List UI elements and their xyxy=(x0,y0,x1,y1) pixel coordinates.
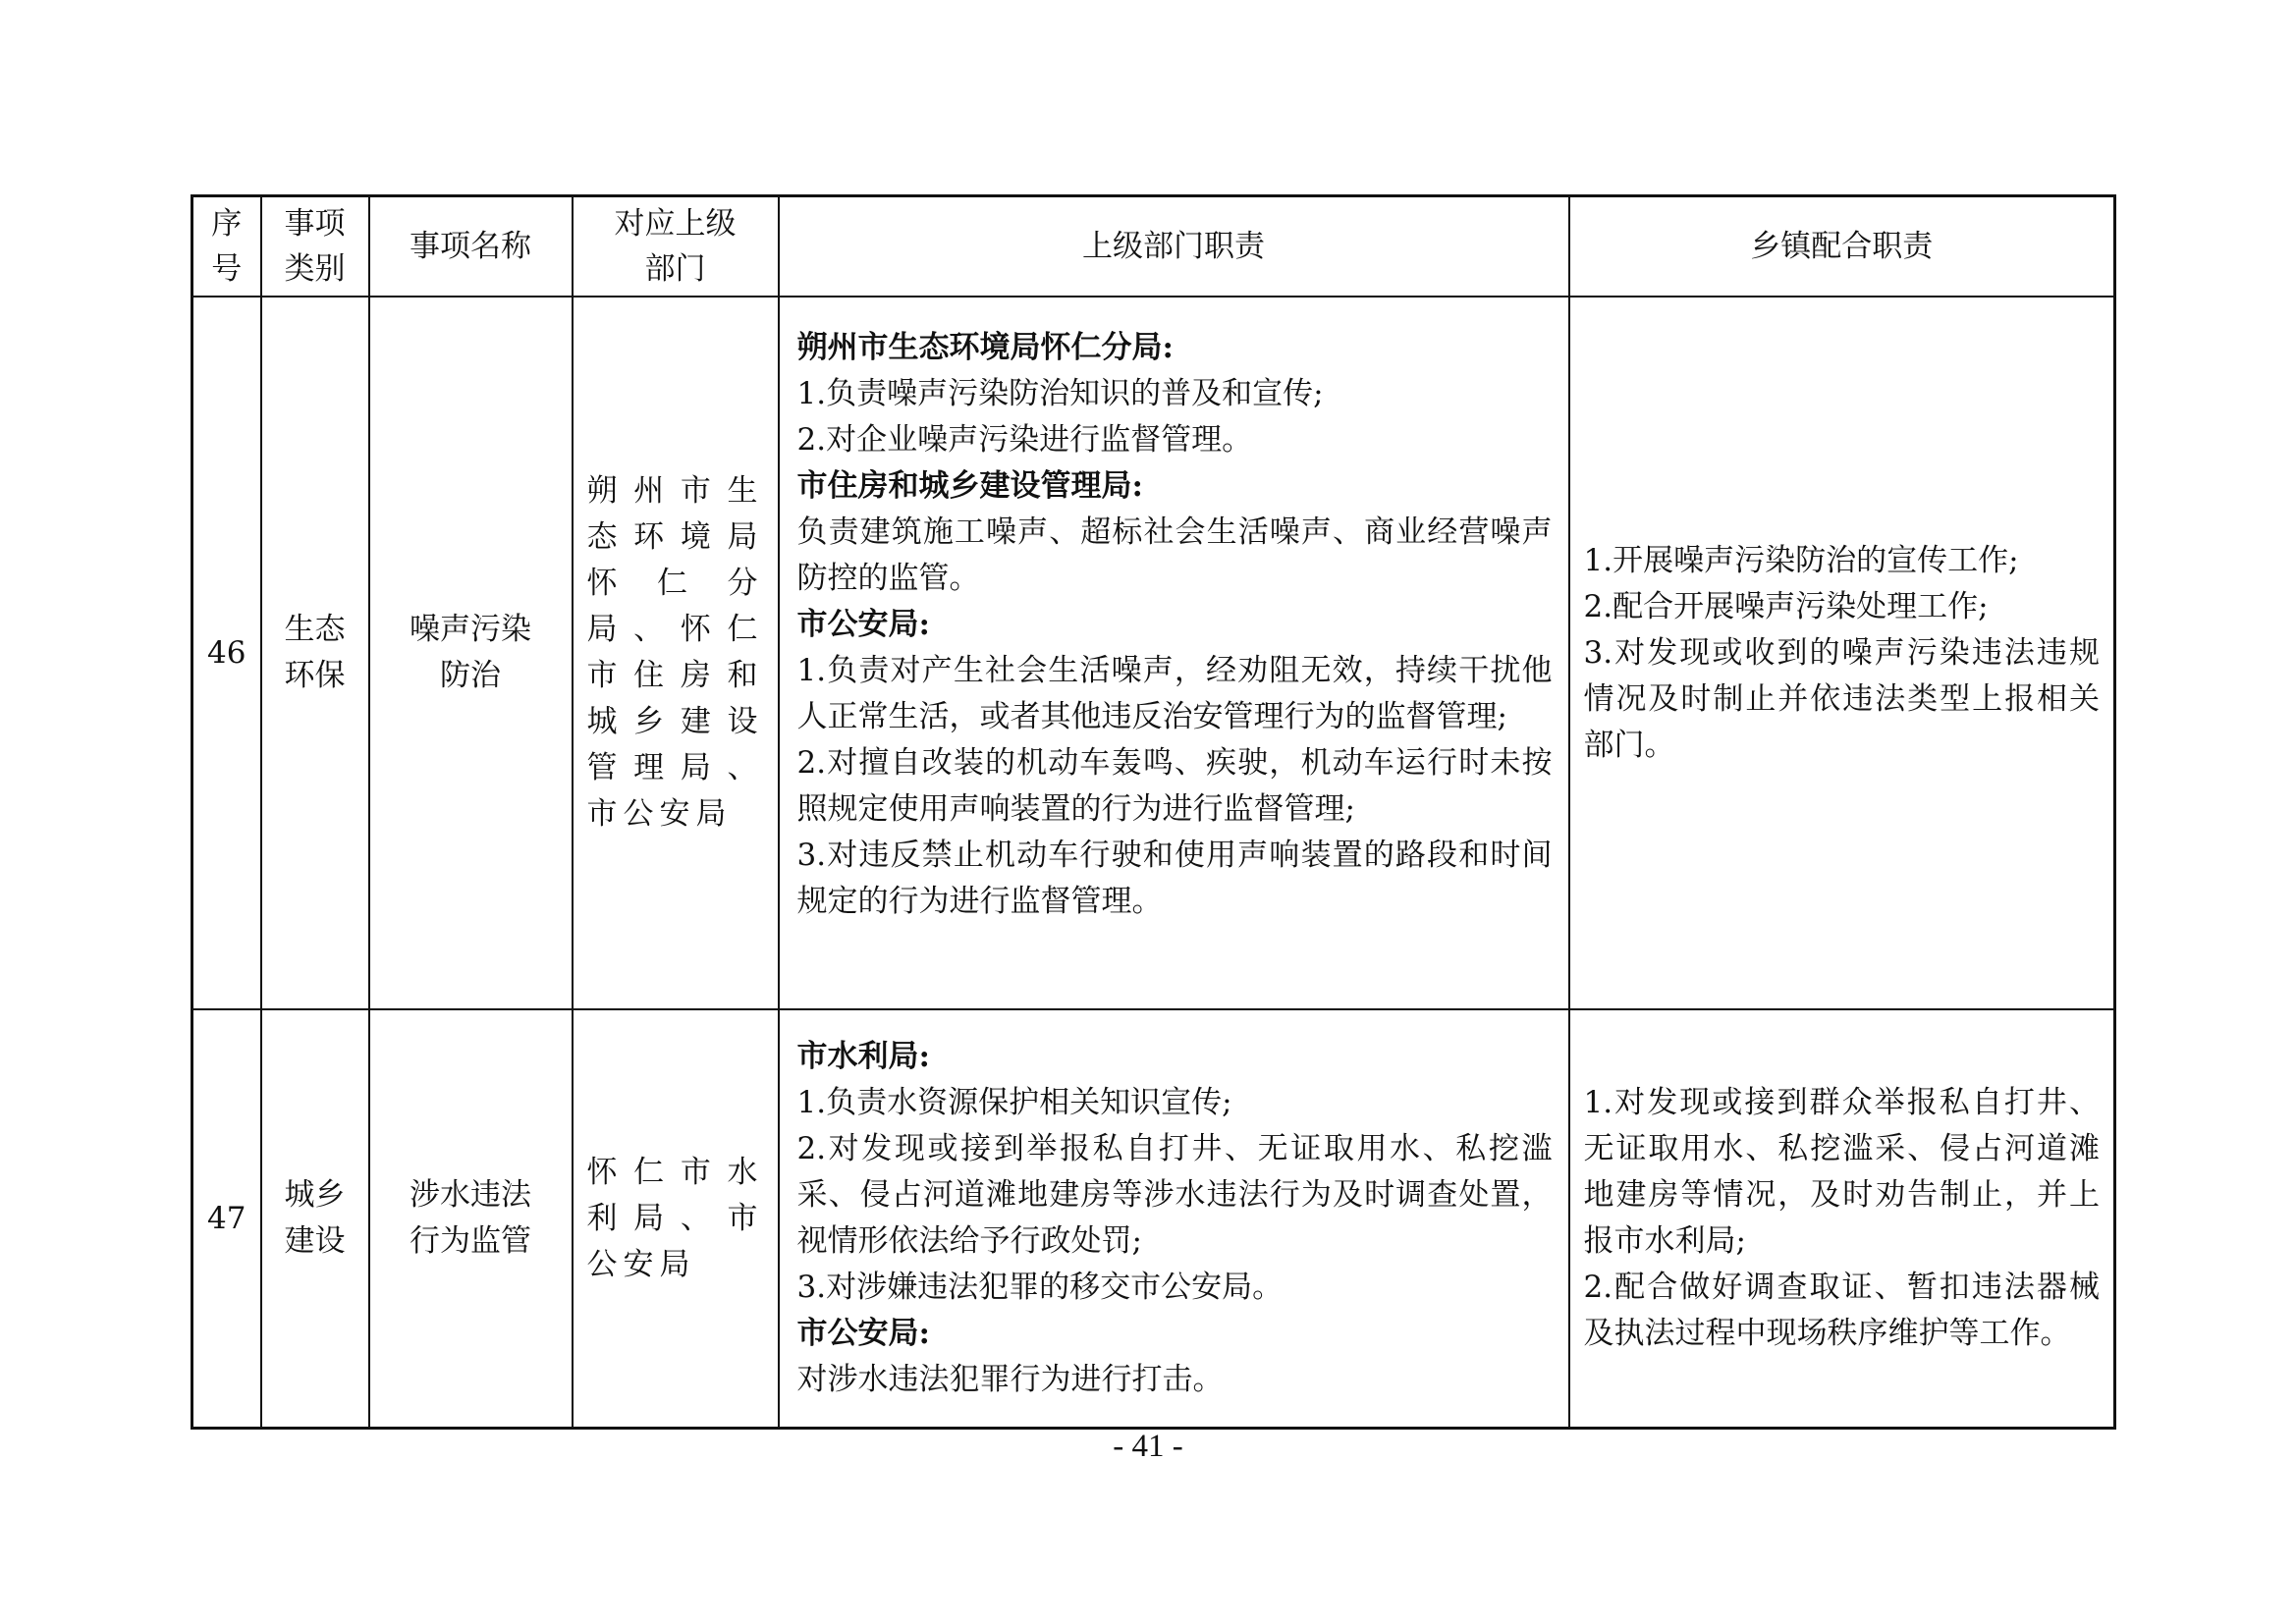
header-dept: 对应上级 部门 xyxy=(573,196,779,298)
cell-name: 噪声污染 防治 xyxy=(369,297,573,1009)
cell-dept: 朔州市生态环境局怀仁分局、怀仁市住房和城乡建设管理局、市公安局 xyxy=(573,297,779,1009)
cell-town-duty xyxy=(1569,297,2115,1009)
town-duty-item: 3.对发现或收到的噪声污染违法违规情况及时制止并依违法类型上报相关部门。 xyxy=(1583,634,2100,763)
town-duty-item: 1.对发现或接到群众举报私自打井、无证取用水、私挖滥采、侵占河道滩地建房等情况，及时劝告制止，并上报市水利局; xyxy=(1583,1085,2100,1259)
duty-item: 2.对发现或接到举报私自打井、无证取用水、私挖滥采、侵占河道滩地建房等涉水违法行为及时调查处置，视情形依法给予行政处罚; xyxy=(796,1131,1553,1259)
duty-table xyxy=(191,194,2116,1430)
org-title: 朔州市生态环境局怀仁分局: xyxy=(796,330,1174,365)
header-category: 事项 类别 xyxy=(261,196,369,298)
cell-category: 城乡 建设 xyxy=(261,1009,369,1429)
duty-item: 1.负责噪声污染防治知识的普及和宣传; xyxy=(796,376,1324,411)
duty-item: 对涉水违法犯罪行为进行打击。 xyxy=(796,1362,1224,1397)
cell-town-duty xyxy=(1569,1009,2115,1429)
org-title: 市公安局: xyxy=(796,607,930,642)
page-number: - 41 - xyxy=(1113,1429,1183,1464)
duty-item: 2.对企业噪声污染进行监督管理。 xyxy=(796,422,1253,458)
duty-item: 负责建筑施工噪声、超标社会生活噪声、商业经营噪声防控的监管。 xyxy=(796,514,1553,596)
duty-item: 2.对擅自改装的机动车轰鸣、疾驶，机动车运行时未按照规定使用声响装置的行为进行监督管理; xyxy=(796,745,1553,827)
table-row xyxy=(192,1009,2115,1429)
cell-name: 涉水违法 行为监管 xyxy=(369,1009,573,1429)
town-duty-item: 2.配合开展噪声污染处理工作; xyxy=(1583,588,1989,624)
org-title: 市水利局: xyxy=(796,1039,930,1074)
table-row xyxy=(192,297,2115,1009)
cell-upper-duty xyxy=(779,1009,1569,1429)
cell-upper-duty xyxy=(779,297,1569,1009)
cell-seq: 46 xyxy=(192,297,261,1009)
duty-item: 3.对涉嫌违法犯罪的移交市公安局。 xyxy=(796,1270,1284,1305)
header-seq: 序 号 xyxy=(192,196,261,298)
duty-item: 1.负责水资源保护相关知识宣传; xyxy=(796,1085,1232,1120)
header-town-duty: 乡镇配合职责 xyxy=(1569,196,2115,298)
duty-item: 3.对违反禁止机动车行驶和使用声响装置的路段和时间规定的行为进行监督管理。 xyxy=(796,838,1553,919)
header-upper-duty: 上级部门职责 xyxy=(779,196,1569,298)
town-duty-item: 2.配合做好调查取证、暂扣违法器械及执法过程中现场秩序维护等工作。 xyxy=(1583,1270,2100,1351)
header-name: 事项名称 xyxy=(369,196,573,298)
org-title: 市住房和城乡建设管理局: xyxy=(796,468,1143,504)
cell-seq: 47 xyxy=(192,1009,261,1429)
town-duty-item: 1.开展噪声污染防治的宣传工作; xyxy=(1583,542,2019,578)
duty-item: 1.负责对产生社会生活噪声，经劝阻无效，持续干扰他人正常生活，或者其他违反治安管理行为的监督管理; xyxy=(796,653,1553,734)
cell-dept: 怀仁市水利局、市公安局 xyxy=(573,1009,779,1429)
cell-category: 生态 环保 xyxy=(261,297,369,1009)
header-row xyxy=(192,196,2115,298)
org-title: 市公安局: xyxy=(796,1316,930,1351)
